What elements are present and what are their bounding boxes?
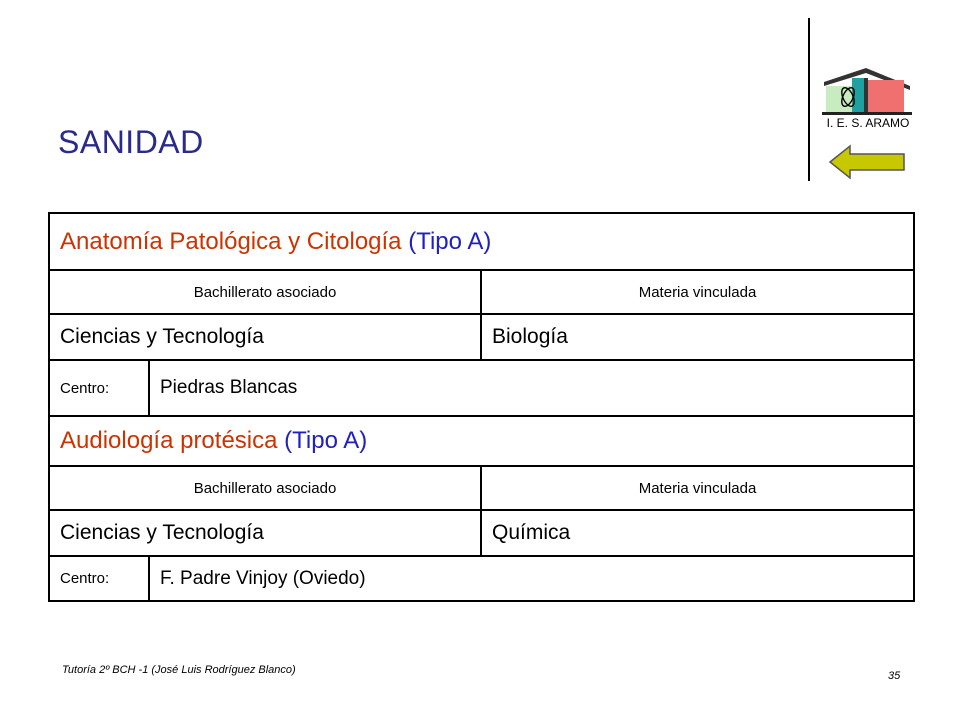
school-logo [818,64,918,136]
centro-row [49,556,914,601]
course-name: Audiología protésica [60,427,278,454]
centro-label: Centro: [49,360,149,416]
values-row [49,510,914,556]
back-arrow-icon [828,142,908,182]
bachillerato-value: Ciencias y Tecnología [49,314,481,360]
school-logo-icon [818,64,918,116]
centro-value: Piedras Blancas [149,360,914,416]
materia-header: Materia vinculada [481,466,914,510]
school-logo-text: I. E. S. ARAMO [826,116,910,130]
course-heading-row [49,213,914,270]
course-heading-row [49,416,914,466]
materia-value: Química [481,510,914,556]
column-header-row [49,466,914,510]
centro-value: F. Padre Vinjoy (Oviedo) [149,556,914,601]
page-title: SANIDAD [58,124,204,160]
course-type: (Tipo A) [408,227,492,255]
course-type: (Tipo A) [284,427,368,454]
materia-value: Biología [481,314,914,360]
bachillerato-header: Bachillerato asociado [49,466,481,510]
centro-label: Centro: [49,556,149,601]
course-heading [49,416,914,466]
values-row [49,314,914,360]
courses-table [48,212,915,602]
divider-line [808,18,810,181]
page-number: 35 [888,670,901,682]
centro-row [49,360,914,416]
bachillerato-header: Bachillerato asociado [49,270,481,314]
materia-header: Materia vinculada [481,270,914,314]
course-heading [49,213,914,270]
bachillerato-value: Ciencias y Tecnología [49,510,481,556]
footer-text: Tutoría 2º BCH -1 (José Luis Rodríguez Blanco) [62,664,296,676]
column-header-row [49,270,914,314]
back-arrow-button[interactable] [828,142,908,182]
course-name: Anatomía Patológica y Citología [60,227,402,255]
